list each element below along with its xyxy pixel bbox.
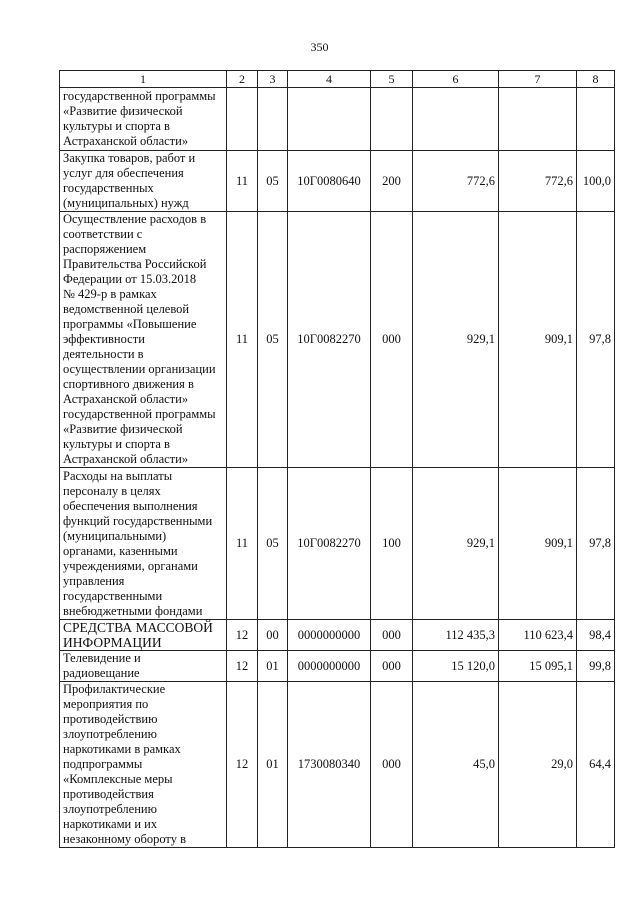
subsection-code-cell: 01 xyxy=(258,682,288,848)
item-name-line: мероприятия по xyxy=(63,697,149,711)
section-code-cell: 12 xyxy=(227,682,258,848)
target-article-cell xyxy=(288,88,371,151)
item-name-line: государственной программы xyxy=(63,89,216,103)
item-name-line: деятельности в xyxy=(63,347,144,361)
expense-type-cell xyxy=(371,88,413,151)
subsection-code-cell: 05 xyxy=(258,468,288,620)
item-name-line: Осуществление расходов в xyxy=(63,212,207,226)
section-code-cell: 12 xyxy=(227,620,258,651)
item-name-line: противодействию xyxy=(63,712,158,726)
table-row xyxy=(60,88,615,151)
item-name-line: «Комплексные меры xyxy=(63,772,173,786)
percent-cell: 97,8 xyxy=(577,468,615,620)
planned-amount-cell: 45,0 xyxy=(413,682,499,848)
section-code-cell: 11 xyxy=(227,212,258,468)
percent-cell: 99,8 xyxy=(577,651,615,682)
percent-cell: 64,4 xyxy=(577,682,615,848)
executed-amount-cell xyxy=(499,88,577,151)
expense-type-cell: 000 xyxy=(371,651,413,682)
item-name-cell xyxy=(60,682,227,848)
planned-amount-cell: 929,1 xyxy=(413,212,499,468)
item-name-line: органами, казенными xyxy=(63,543,178,558)
planned-amount-cell: 929,1 xyxy=(413,468,499,620)
target-article-cell: 1730080340 xyxy=(288,682,371,848)
executed-amount-cell: 15 095,1 xyxy=(499,651,577,682)
header-col-1: 1 xyxy=(60,71,227,88)
item-name-cell xyxy=(60,468,227,620)
page-number: 350 xyxy=(310,40,329,54)
item-name-line: культуры и спорта в xyxy=(63,119,170,133)
item-name-line: государственных xyxy=(63,181,154,195)
item-name-cell xyxy=(60,620,227,651)
table-header xyxy=(60,71,615,88)
target-article-cell: 10Г0082270 xyxy=(288,212,371,468)
target-article-cell: 10Г0082270 xyxy=(288,468,371,620)
table-row xyxy=(60,212,615,468)
section-code-cell: 12 xyxy=(227,651,258,682)
subsection-code-cell: 00 xyxy=(258,620,288,651)
item-name-line: управления xyxy=(63,573,125,588)
item-name-line: «Развитие физической xyxy=(63,104,183,118)
header-col-7: 7 xyxy=(499,71,577,88)
item-name-line: Федерации от 15.03.2018 xyxy=(63,272,197,286)
executed-amount-cell: 909,1 xyxy=(499,468,577,620)
header-col-6: 6 xyxy=(413,71,499,88)
planned-amount-cell: 15 120,0 xyxy=(413,651,499,682)
header-col-4: 4 xyxy=(288,71,371,88)
item-name-line: учреждениями, органами xyxy=(63,558,198,573)
item-name-line: ведомственной целевой xyxy=(63,302,190,316)
executed-amount-cell: 909,1 xyxy=(499,212,577,468)
percent-cell: 100,0 xyxy=(577,151,615,212)
expense-type-cell: 100 xyxy=(371,468,413,620)
item-name-line: Астраханской области» xyxy=(63,392,189,406)
item-name-line: (муниципальных) нужд xyxy=(63,196,189,210)
executed-amount-cell: 29,0 xyxy=(499,682,577,848)
table-row xyxy=(60,620,615,651)
header-col-5: 5 xyxy=(371,71,413,88)
percent-cell xyxy=(577,88,615,151)
item-name-line: Астраханской области» xyxy=(63,452,189,466)
subsection-code-cell: 01 xyxy=(258,651,288,682)
item-name-line: культуры и спорта в xyxy=(63,437,170,451)
table-body xyxy=(60,88,615,848)
table-row xyxy=(60,682,615,848)
item-name-line: наркотиками в рамках xyxy=(63,742,181,756)
item-name-line: радиовещание xyxy=(63,666,140,680)
item-name-line: Телевидение и xyxy=(63,651,141,665)
item-name-line: наркотиками и их xyxy=(63,817,158,831)
subsection-code-cell xyxy=(258,88,288,151)
item-name-line: осуществлении организации xyxy=(63,362,216,376)
item-name-line: № 429-р в рамках xyxy=(63,287,157,301)
target-article-cell: 0000000000 xyxy=(288,620,371,651)
item-name-line: незаконному обороту в xyxy=(63,832,187,846)
item-name-line: обеспечения выполнения xyxy=(63,498,198,513)
header-col-2: 2 xyxy=(227,71,258,88)
table-row xyxy=(60,468,615,620)
item-name-line: услуг для обеспечения xyxy=(63,166,184,180)
planned-amount-cell xyxy=(413,88,499,151)
target-article-cell: 10Г0080640 xyxy=(288,151,371,212)
item-name-line: СРЕДСТВА МАССОВОЙ xyxy=(63,620,213,635)
item-name-cell xyxy=(60,651,227,682)
budget-table xyxy=(59,70,615,848)
percent-cell: 97,8 xyxy=(577,212,615,468)
item-name-line: функций государственными xyxy=(63,513,213,528)
expense-type-cell: 200 xyxy=(371,151,413,212)
item-name-line: ИНФОРМАЦИИ xyxy=(63,635,162,650)
item-name-cell xyxy=(60,212,227,468)
expense-type-cell: 000 xyxy=(371,682,413,848)
item-name-line: подпрограммы xyxy=(63,757,143,771)
expense-type-cell: 000 xyxy=(371,212,413,468)
item-name-line: Профилактические xyxy=(63,682,166,696)
item-name-line: программы «Повышение xyxy=(63,317,197,331)
item-name-line: спортивного движения в xyxy=(63,377,194,391)
header-col-3: 3 xyxy=(258,71,288,88)
planned-amount-cell: 772,6 xyxy=(413,151,499,212)
item-name-line: Правительства Российской xyxy=(63,257,207,271)
item-name-line: (муниципальными) xyxy=(63,528,167,543)
table-row xyxy=(60,151,615,212)
item-name-line: противодействия xyxy=(63,787,154,801)
item-name-line: соответствии с xyxy=(63,227,143,241)
target-article-cell: 0000000000 xyxy=(288,651,371,682)
item-name-line: распоряжением xyxy=(63,242,147,256)
section-code-cell: 11 xyxy=(227,468,258,620)
item-name-cell xyxy=(60,151,227,212)
item-name-line: внебюджетными фондами xyxy=(63,603,203,618)
item-name-line: персоналу в целях xyxy=(63,483,161,498)
item-name-line: эффективности xyxy=(63,332,145,346)
subsection-code-cell: 05 xyxy=(258,212,288,468)
item-name-line: злоупотреблению xyxy=(63,802,157,816)
item-name-line: «Развитие физической xyxy=(63,422,183,436)
header-col-8: 8 xyxy=(577,71,615,88)
item-name-line: государственными xyxy=(63,588,163,603)
percent-cell: 98,4 xyxy=(577,620,615,651)
executed-amount-cell: 772,6 xyxy=(499,151,577,212)
item-name-line: Астраханской области» xyxy=(63,134,189,148)
item-name-cell xyxy=(60,88,227,151)
item-name-line: Закупка товаров, работ и xyxy=(63,151,196,165)
section-code-cell xyxy=(227,88,258,151)
item-name-line: государственной программы xyxy=(63,407,216,421)
executed-amount-cell: 110 623,4 xyxy=(499,620,577,651)
item-name-line: злоупотреблению xyxy=(63,727,157,741)
item-name-line: Расходы на выплаты xyxy=(63,468,173,483)
table-row xyxy=(60,651,615,682)
section-code-cell: 11 xyxy=(227,151,258,212)
subsection-code-cell: 05 xyxy=(258,151,288,212)
header-row xyxy=(60,71,615,88)
expense-type-cell: 000 xyxy=(371,620,413,651)
planned-amount-cell: 112 435,3 xyxy=(413,620,499,651)
